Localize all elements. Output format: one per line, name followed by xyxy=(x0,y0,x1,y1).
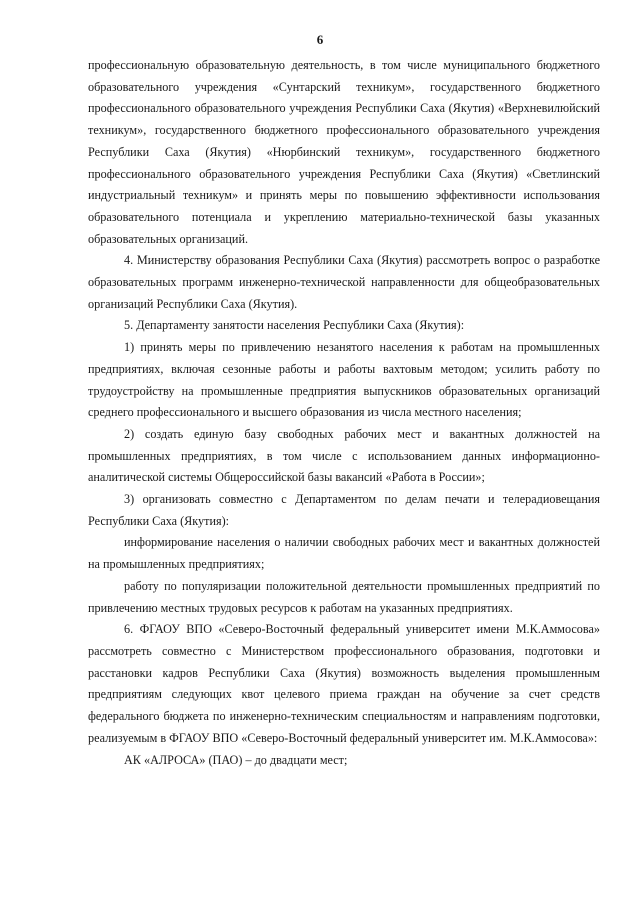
paragraph-subitem-2: 2) создать единую базу свободных рабочих мест и вакантных должностей на промышленных предприятиях, в том числе с использованием данных информационно-аналитической системы Общероссийской базы вакансий «Работа в России»; xyxy=(88,426,600,485)
paragraph-item-6: 6. ФГАОУ ВПО «Северо-Восточный федеральный университет имени М.К.Аммосова» рассмотреть совместно с Министерством профессионального образования, подготовки и расстановки кадров Республики Саха (Якутия) возможность выделения промышленным предприятиям следующих квот целевого приема граждан на обучение за счет средств федерального бюджета по инженерно-техническим специальностям и направлениям подготовки, реализуемым в ФГАОУ ВПО «Северо-Восточный федеральный университет им. М.К.Аммосова»: xyxy=(88,622,600,745)
paragraph-alrosa-quota: АК «АЛРОСА» (ПАО) – до двадцати мест; xyxy=(124,752,348,767)
paragraph-subitem-3: 3) организовать совместно с Департаментом по делам печати и телерадиовещания Республики Саха (Якутия): xyxy=(88,492,600,528)
paragraph-informing: информирование населения о наличии свободных рабочих мест и вакантных должностей на промышленных предприятиях; xyxy=(88,535,600,572)
paragraph-item-5: 5. Департаменту занятости населения Республики Саха (Якутия): xyxy=(124,318,465,333)
page-number: 6 xyxy=(316,32,324,47)
paragraph-continuation: профессиональную образовательную деятельность, в том числе муниципального бюджетного образовательного учреждения «Сунтарский техникум», государственного бюджетного профессионального образовательного учреждения Республики Саха (Якутия) «Верхневилюйский техникум», государственного бюджетного профессионального образовательного учреждения Республики Саха (Якутия) «Нюрбинский техникум», государственного бюджетного профессионального образовательного учреждения Республики Саха (Якутия) «Светлинский индустриальный техникум» и принять меры по повышению эффективности использования образовательного потенциала и укреплению материально-технической базы указанных образовательных организаций. xyxy=(88,58,600,246)
paragraph-item-4: 4. Министерству образования Республики Саха (Якутия) рассмотреть вопрос о разработке образовательных программ инженерно-технической направленности для общеобразовательных организаций Республики Саха (Якутия). xyxy=(88,253,600,311)
document-body xyxy=(88,55,600,771)
paragraph-popularization: работу по популяризации положительной деятельности промышленных предприятий по привлечению местных трудовых ресурсов к работам на указанных предприятиях. xyxy=(88,578,600,615)
paragraph-subitem-1: 1) принять меры по привлечению незанятого населения к работам на промышленных предприятиях, включая сезонные работы и работы вахтовым методом; усилить работу по трудоустройству на промышленные предприятия выпускников образовательных организаций среднего профессионального и высшего образования из числа местного населения; xyxy=(88,340,600,420)
